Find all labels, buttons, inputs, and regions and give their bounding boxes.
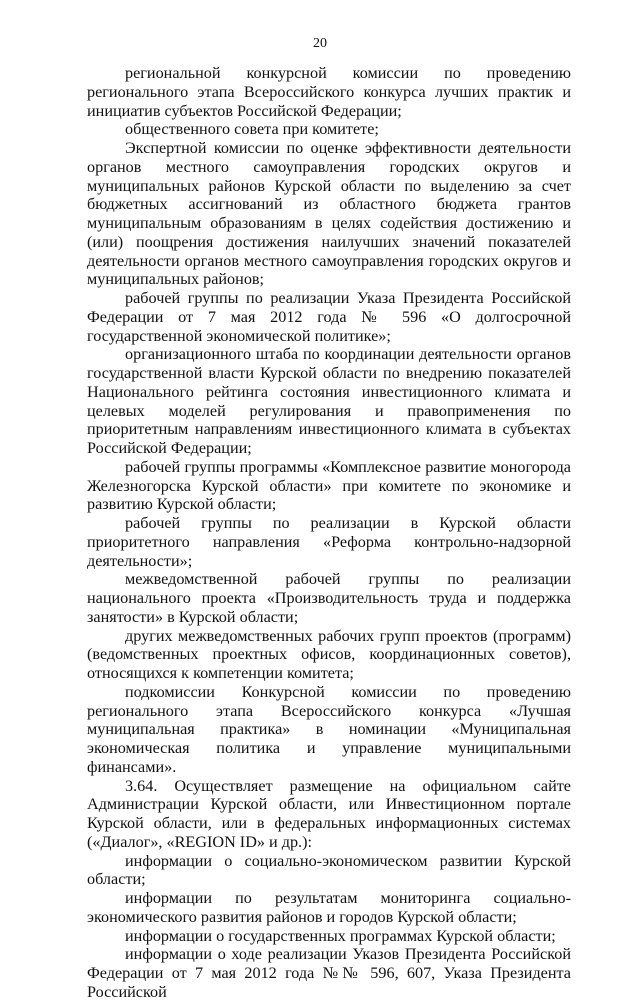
paragraph: информации о государственных программах Курской области; (125, 926, 556, 945)
page-number: 20 (313, 36, 327, 51)
paragraph: рабочей группы программы «Комплексное развитие моногорода Железногорска Курской области» при комитете по экономике и развитию Курской области; (87, 457, 571, 514)
paragraph: общественного совета при комитете; (125, 120, 379, 139)
paragraph: региональной конкурсной комиссии по проведению регионального этапа Всероссийского конкурса лучших практик и инициатив субъектов Российской Федерации; (87, 64, 571, 120)
paragraph: других межведомственных рабочих групп проектов (программ) (ведомственных проектных офисов, координационных советов), относящихся к компетенции комитета; (87, 626, 571, 682)
paragraph: межведомственной рабочей группы по реализации национального проекта «Производительность труда и поддержка занятости» в Курской области; (87, 570, 571, 626)
paragraph: 3.64. Осуществляет размещение на официальном сайте Администрации Курской области, или Инвестиционном портале Курской области, или в федеральных информационных системах («Диалог», «REGION ID» и др.): (87, 776, 571, 851)
paragraph: подкомиссии Конкурсной комиссии по проведению регионального этапа Всероссийского конкурса «Лучшая муниципальная практика» в номинации «Муниципальная экономическая политика и управление муниципальными финансами». (87, 682, 571, 776)
paragraph: организационного штаба по координации деятельности органов государственной власти Курской области по внедрению показателей Национального рейтинга состояния инвестиционного климата и целевых моделей регулирования и правоприменения по приоритетным направлениям инвестиционного климата в субъектах Российской Федерации; (87, 345, 571, 457)
paragraph: информации о ходе реализации Указов Президента Российской Федерации от 7 мая 2012 года №№ 596, 607, Указа Президента Российской (87, 945, 571, 1001)
paragraph: рабочей группы по реализации Указа Президента Российской Федерации от 7 мая 2012 года № 596 «О долгосрочной государственной экономической политике»; (87, 289, 571, 345)
document-body (87, 64, 571, 1002)
paragraph: рабочей группы по реализации в Курской области приоритетного направления «Реформа контрольно-надзорной деятельности»; (87, 514, 571, 570)
paragraph: Экспертной комиссии по оценке эффективности деятельности органов местного самоуправления городских округов и муниципальных районов Курской области по выделению за счет бюджетных ассигнований из областного бюджета грантов муниципальным образованиям в целях содействия достижению и (или) поощрения достижения наилучших значений показателей деятельности органов местного самоуправления городских округов и муниципальных районов; (87, 139, 571, 289)
paragraph: информации по результатам мониторинга социально-экономического развития районов и городов Курской области; (87, 889, 571, 926)
paragraph: информации о социально-экономическом развитии Курской области; (87, 851, 571, 889)
